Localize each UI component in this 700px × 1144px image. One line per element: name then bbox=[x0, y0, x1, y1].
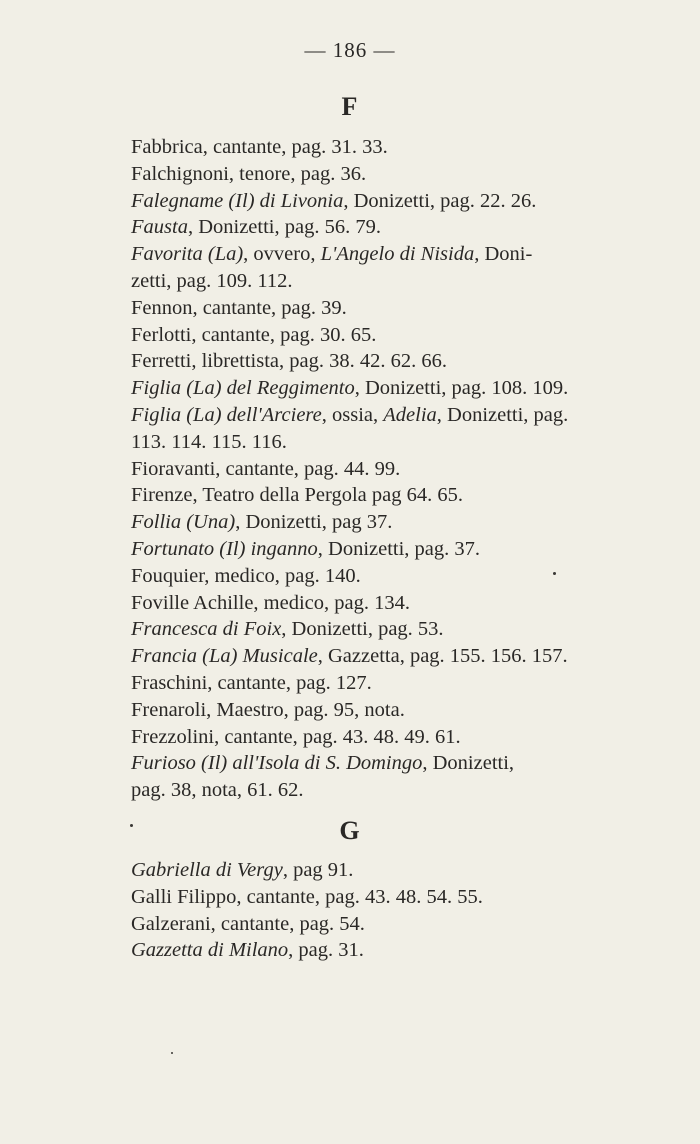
index-entry: Figlia (La) del Reggimento, Donizetti, pag. 108. 109. bbox=[131, 377, 569, 400]
index-entry: Frezzolini, cantante, pag. 43. 48. 49. 61. bbox=[131, 725, 461, 748]
ink-speck bbox=[130, 824, 133, 827]
index-entry: Gazzetta di Milano, pag. 31. bbox=[131, 939, 364, 962]
index-entry: Ferretti, librettista, pag. 38. 42. 62. 66. bbox=[131, 350, 447, 373]
section-heading-f: F bbox=[341, 92, 359, 121]
index-entry: Fioravanti, cantante, pag. 44. 99. bbox=[131, 457, 401, 480]
index-entry: Follia (Una), Donizetti, pag 37. bbox=[131, 511, 393, 534]
index-entry: Favorita (La), ovvero, L'Angelo di Nisida, Doni- zetti, pag. 109. 112. bbox=[131, 243, 533, 292]
index-entry: Gabriella di Vergy, pag 91. bbox=[131, 859, 354, 881]
index-entry: Fabbrica, cantante, pag. 31. 33. bbox=[131, 136, 388, 158]
index-entry: Falchignoni, tenore, pag. 36. bbox=[131, 162, 367, 185]
index-entry: Figlia (La) dell'Arciere, ossia, Adelia, Donizetti, pag. 113. 114. 115. 116. bbox=[131, 403, 569, 453]
ink-speck bbox=[171, 1052, 173, 1054]
index-entry: Francia (La) Musicale, Gazzetta, pag. 155. 156. 157. bbox=[131, 645, 568, 668]
index-entry: Galzerani, cantante, pag. 54. bbox=[131, 912, 365, 935]
index-entry: Galli Filippo, cantante, pag. 43. 48. 54. 55. bbox=[131, 885, 483, 908]
page-number: — 186 — bbox=[304, 38, 396, 62]
ink-speck bbox=[553, 572, 556, 575]
index-list-g bbox=[131, 857, 641, 964]
index-entry: Foville Achille, medico, pag. 134. bbox=[131, 591, 410, 614]
index-entry: Francesca di Foix, Donizetti, pag. 53. bbox=[131, 618, 444, 641]
index-entry: Fortunato (Il) inganno, Donizetti, pag. 37. bbox=[131, 537, 481, 560]
index-entry: Ferlotti, cantante, pag. 30. 65. bbox=[131, 323, 377, 346]
index-entry: Falegname (Il) di Livonia, Donizetti, pag. 22. 26. bbox=[131, 189, 537, 212]
index-entry: Fraschini, cantante, pag. 127. bbox=[131, 671, 372, 694]
index-entry: Fennon, cantante, pag. 39. bbox=[131, 296, 347, 319]
index-entry: Frenaroli, Maestro, pag. 95, nota. bbox=[131, 698, 405, 721]
index-entry: Fausta, Donizetti, pag. 56. 79. bbox=[131, 216, 381, 239]
index-list-f bbox=[131, 134, 641, 804]
index-entry: Firenze, Teatro della Pergola pag 64. 65. bbox=[131, 484, 463, 507]
section-heading-g: G bbox=[339, 816, 361, 845]
index-entry: Fouquier, medico, pag. 140. bbox=[131, 564, 361, 587]
index-entry: Furioso (Il) all'Isola di S. Domingo, Donizetti, pag. 38, nota, 61. 62. bbox=[131, 752, 515, 802]
